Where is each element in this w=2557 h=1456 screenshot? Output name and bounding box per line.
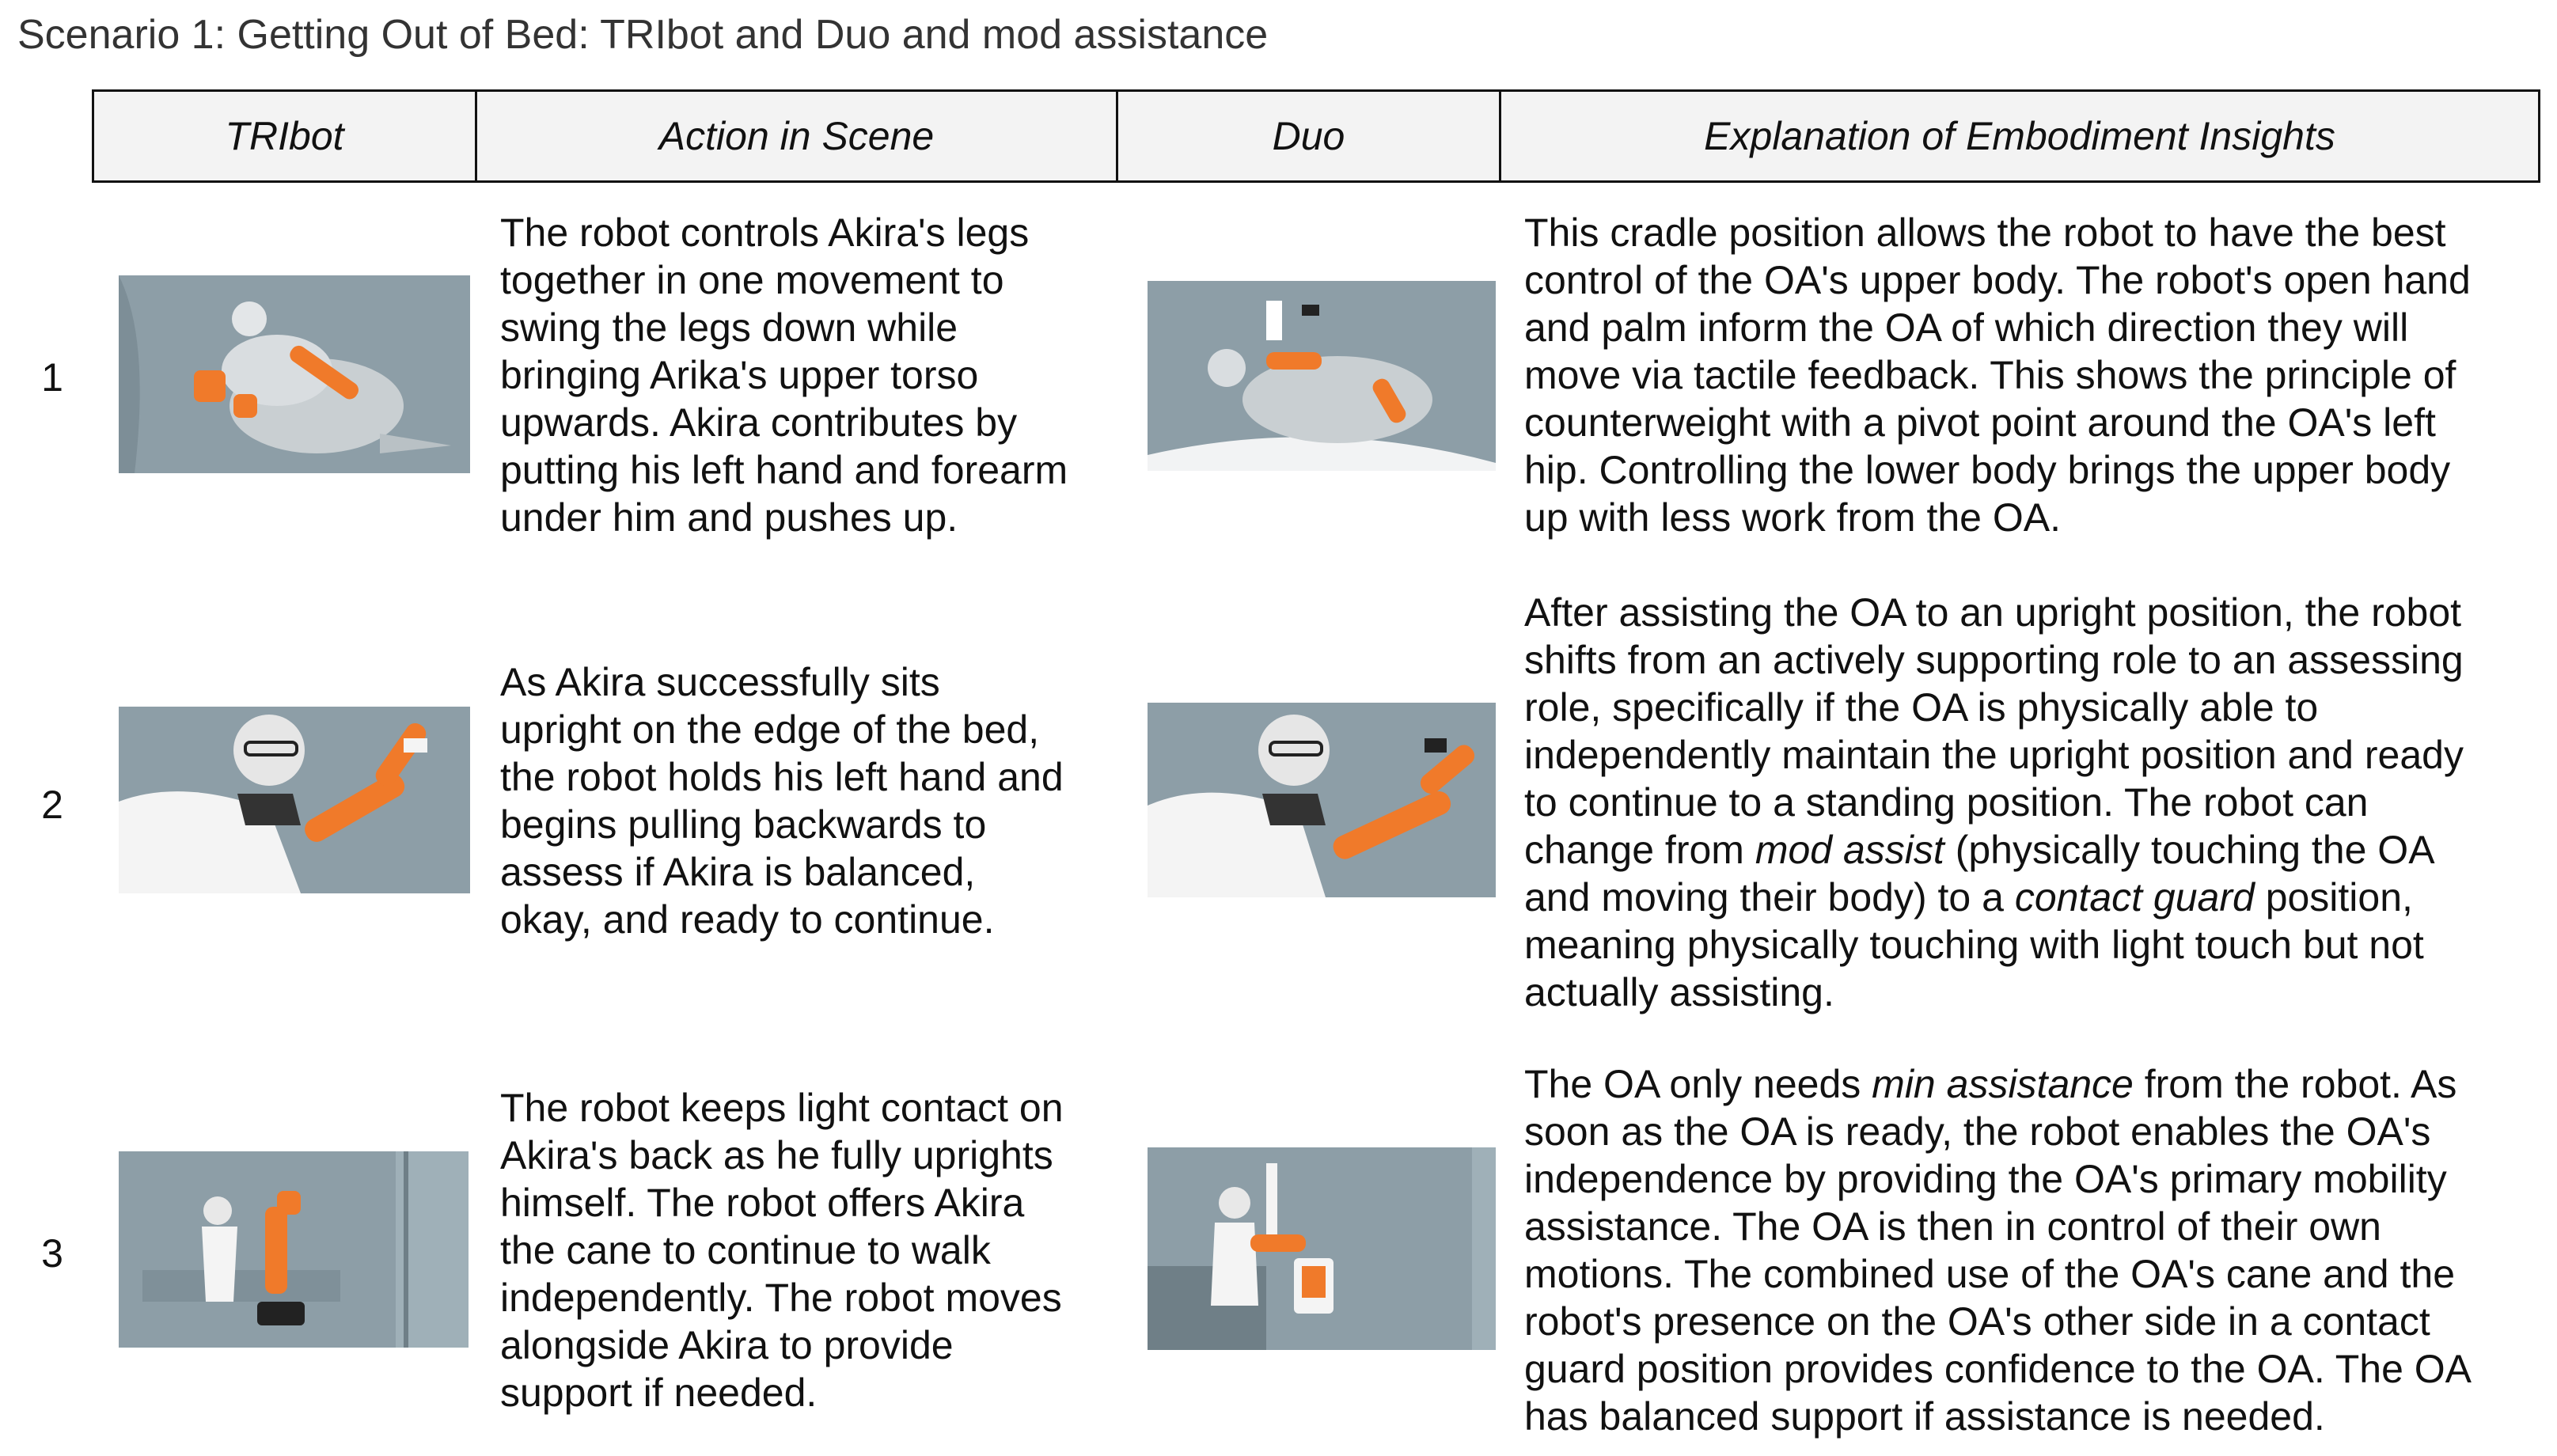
table-header xyxy=(92,89,2540,183)
tribot-scene-image xyxy=(119,1151,469,1348)
header-duo: Duo xyxy=(1118,92,1501,180)
header-explanation: Explanation of Embodiment Insights xyxy=(1704,114,2335,158)
explanation-text: The OA only needs min assistance from the robot. As soon as the OA is ready, the robot enables the OA's independence by providing the OA's primary mobility assistance. The OA is then in control of their own motions. The combined use of the OA's cane and the robot's presence on the OA's other side in a contact guard position provides confidence to the OA. The OA has balanced support if assistance is needed. xyxy=(1524,1062,2472,1439)
explanation-text: This cradle position allows the robot to have the best control of the OA's upper body. The robot's open hand and palm inform the OA of which direction they will move via tactile feedback. This shows the principle of counterweight with a pivot point around the OA's left hip. Controlling the lower body brings the upper body up with less work from the OA. xyxy=(1524,210,2471,540)
tribot-scene-image xyxy=(119,275,470,473)
page-title: Scenario 1: Getting Out of Bed: TRIbot and Duo and mod assistance xyxy=(17,12,1269,58)
action-text: The robot controls Akira's legs together in one movement to swing the legs down while bringing Arika's upper torso upwards. Akira contributes by putting his left hand and forearm under him and pushes up. xyxy=(500,210,1068,540)
row-number: 1 xyxy=(41,355,63,400)
duo-scene-image xyxy=(1148,281,1496,471)
action-text: As Akira successfully sits upright on the edge of the bed, the robot holds his left hand and begins pulling backwards to assess if Akira is balanced, okay, and ready to continue. xyxy=(500,660,1064,942)
duo-scene-image xyxy=(1148,1147,1496,1350)
action-text: The robot keeps light contact on Akira's back as he fully uprights himself. The robot offers Akira the cane to continue to walk independently. The robot moves alongside Akira to provide support if needed. xyxy=(500,1086,1064,1415)
row-number: 2 xyxy=(41,783,63,827)
header-action-in-scene: Action in Scene xyxy=(477,92,1118,180)
explanation-text: After assisting the OA to an upright position, the robot shifts from an actively supporting role to an assessing role, specifically if the OA is physically able to independently maintain the upright position and ready to continue to a standing position. The robot can change from mod assist (physically touching the OA and moving their body) to a contact guard position, meaning physically touching with light touch but not actually assisting. xyxy=(1524,590,2464,1014)
tribot-scene-image xyxy=(119,707,470,893)
row-number: 3 xyxy=(41,1231,63,1276)
header-tribot: TRIbot xyxy=(94,92,477,180)
duo-scene-image xyxy=(1148,703,1496,897)
